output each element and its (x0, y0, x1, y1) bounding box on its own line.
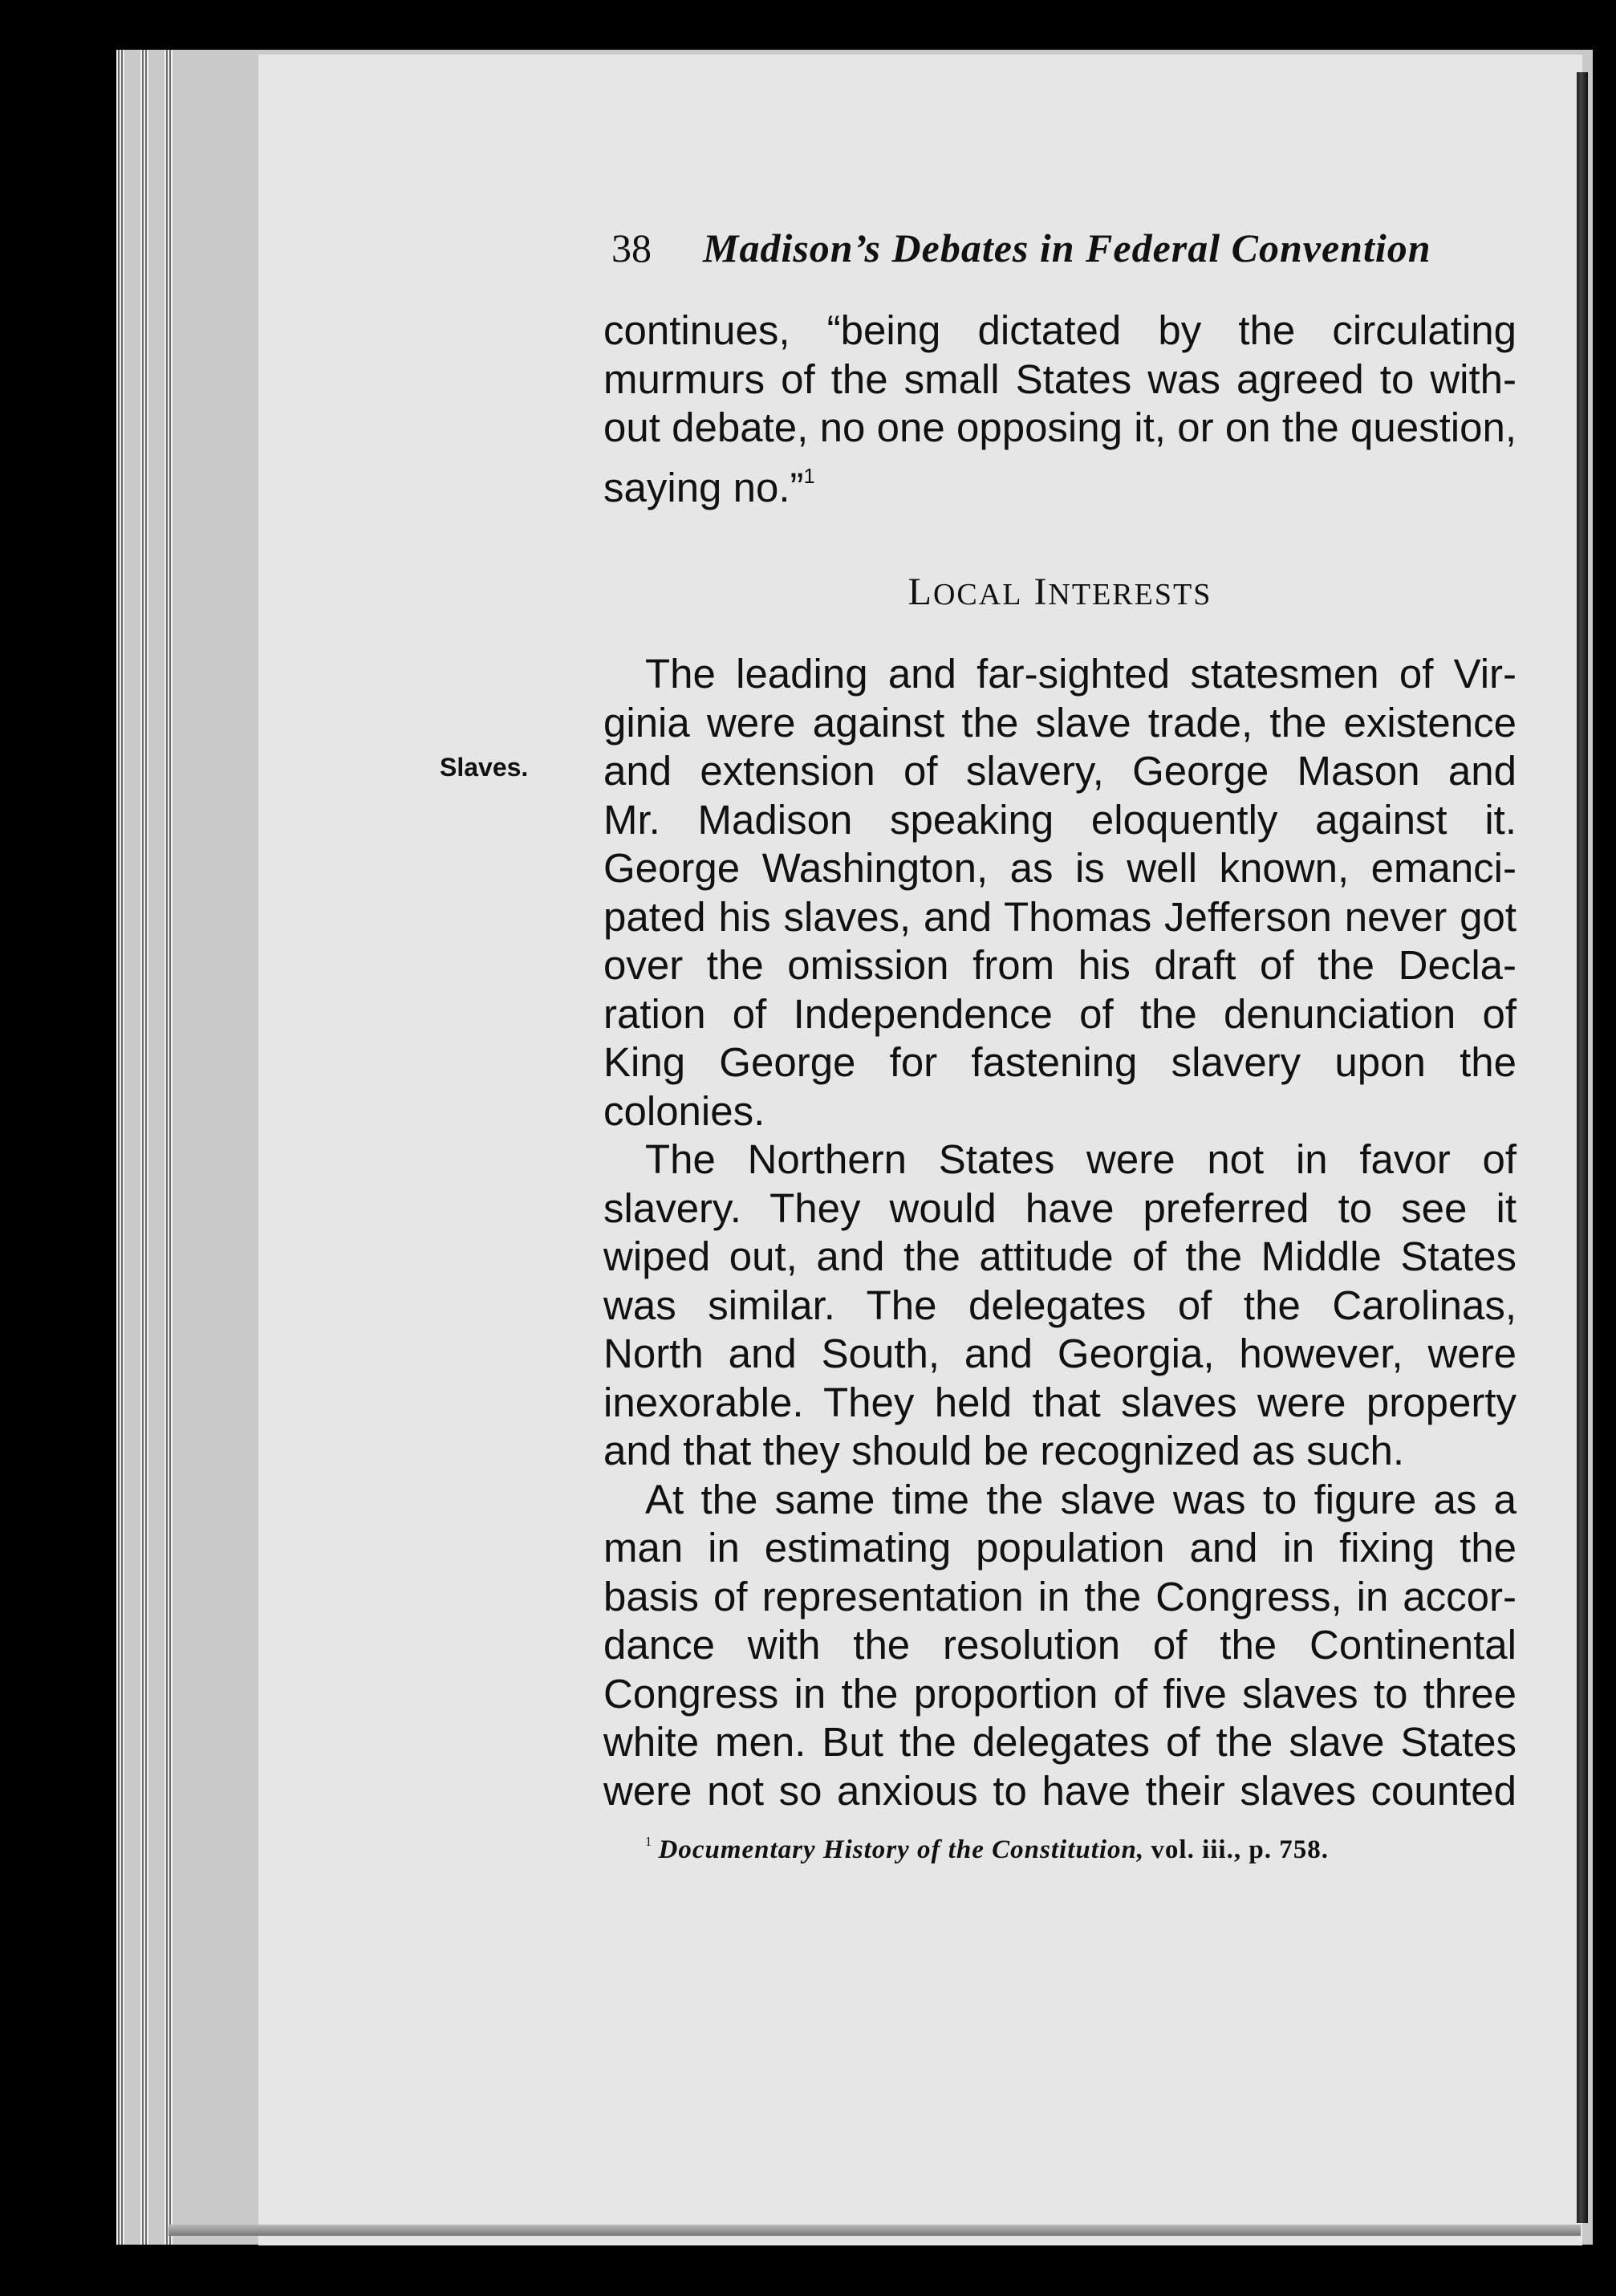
paragraph-line: and that they should be recognized as such. (603, 1428, 1405, 1473)
paragraph-line: pated his slaves, and Thomas Jefferson never got (603, 893, 1517, 940)
running-head: Madison’s Debates in Federal Convention (703, 226, 1431, 270)
paragraph-line: wiped out, and the attitude of the Middle States (603, 1233, 1517, 1279)
footnote-title: Documentary History of the Constitution, (658, 1835, 1145, 1864)
heading-small-caps: NTERESTS (1048, 578, 1212, 612)
heading-cap: L (907, 571, 933, 613)
paragraph-line: North and South, and Georgia, however, were (603, 1331, 1517, 1376)
main-text (603, 650, 1517, 1815)
text-line: out debate, no one opposing it, or on the question, (603, 404, 1517, 450)
page-edge-left-3 (164, 50, 173, 2245)
intro-text (603, 307, 1517, 512)
page-edge-right (1577, 72, 1588, 2223)
text-line: saying no.” (603, 464, 804, 510)
page-number: 38 (611, 226, 652, 270)
heading-small-caps: OCAL (932, 578, 1023, 612)
paragraph-line: white men. But the delegates of the slave States (603, 1719, 1517, 1765)
paragraph-line: Mr. Madison speaking eloquently against it. (603, 796, 1517, 843)
paragraph-line: inexorable. They held that slaves were property (603, 1379, 1517, 1425)
footnote-reference: 1 (803, 465, 815, 488)
section-heading (603, 570, 1517, 614)
paragraph-line: colonies. (603, 1087, 765, 1134)
paragraph-line: George Washington, as is well known, emanci- (603, 845, 1517, 891)
paragraph-line: Congress in the proportion of five slaves to three (603, 1670, 1517, 1717)
paragraph-line: The Northern States were not in favor of (645, 1136, 1517, 1182)
paragraph-line: was similar. The delegates of the Carolinas, (603, 1282, 1517, 1328)
text-line: murmurs of the small States was agreed to with- (603, 356, 1517, 402)
text-line-last (603, 453, 1517, 512)
page-header (611, 225, 1483, 271)
paragraph-line: At the same time the slave was to figure as a (645, 1476, 1517, 1522)
page-edge-left-2 (140, 50, 148, 2245)
paragraph-line: were not so anxious to have their slaves counted (603, 1767, 1517, 1814)
paragraph-line: ginia were against the slave trade, the existence (603, 699, 1517, 746)
paragraph-line: over the omission from his draft of the Decla- (603, 942, 1517, 988)
paragraph-line: basis of representation in the Congress, in accor- (603, 1573, 1517, 1619)
page-edge-bottom (169, 2225, 1581, 2236)
margin-note: Slaves. (440, 753, 529, 782)
paragraph-line: dance with the resolution of the Continental (603, 1622, 1517, 1668)
text-line: continues, “being dictated by the circulating (603, 307, 1517, 353)
paragraph-line: and extension of slavery, George Mason and (603, 748, 1517, 794)
paragraph-line: ration of Independence of the denunciation of (603, 990, 1517, 1037)
footnote (645, 1834, 1329, 1865)
paragraph-line: slavery. They would have preferred to see it (603, 1185, 1517, 1231)
paragraph-line: The leading and far-sighted statesmen of Vir- (645, 651, 1517, 697)
paragraph-line: King George for fastening slavery upon the (603, 1039, 1517, 1085)
paragraph-line: man in estimating population and in fixing the (603, 1525, 1517, 1571)
heading-cap: I (1033, 571, 1049, 613)
footnote-citation: vol. iii., p. 758. (1151, 1835, 1329, 1864)
footnote-mark: 1 (645, 1834, 652, 1849)
page-edge-left-1 (116, 50, 124, 2245)
